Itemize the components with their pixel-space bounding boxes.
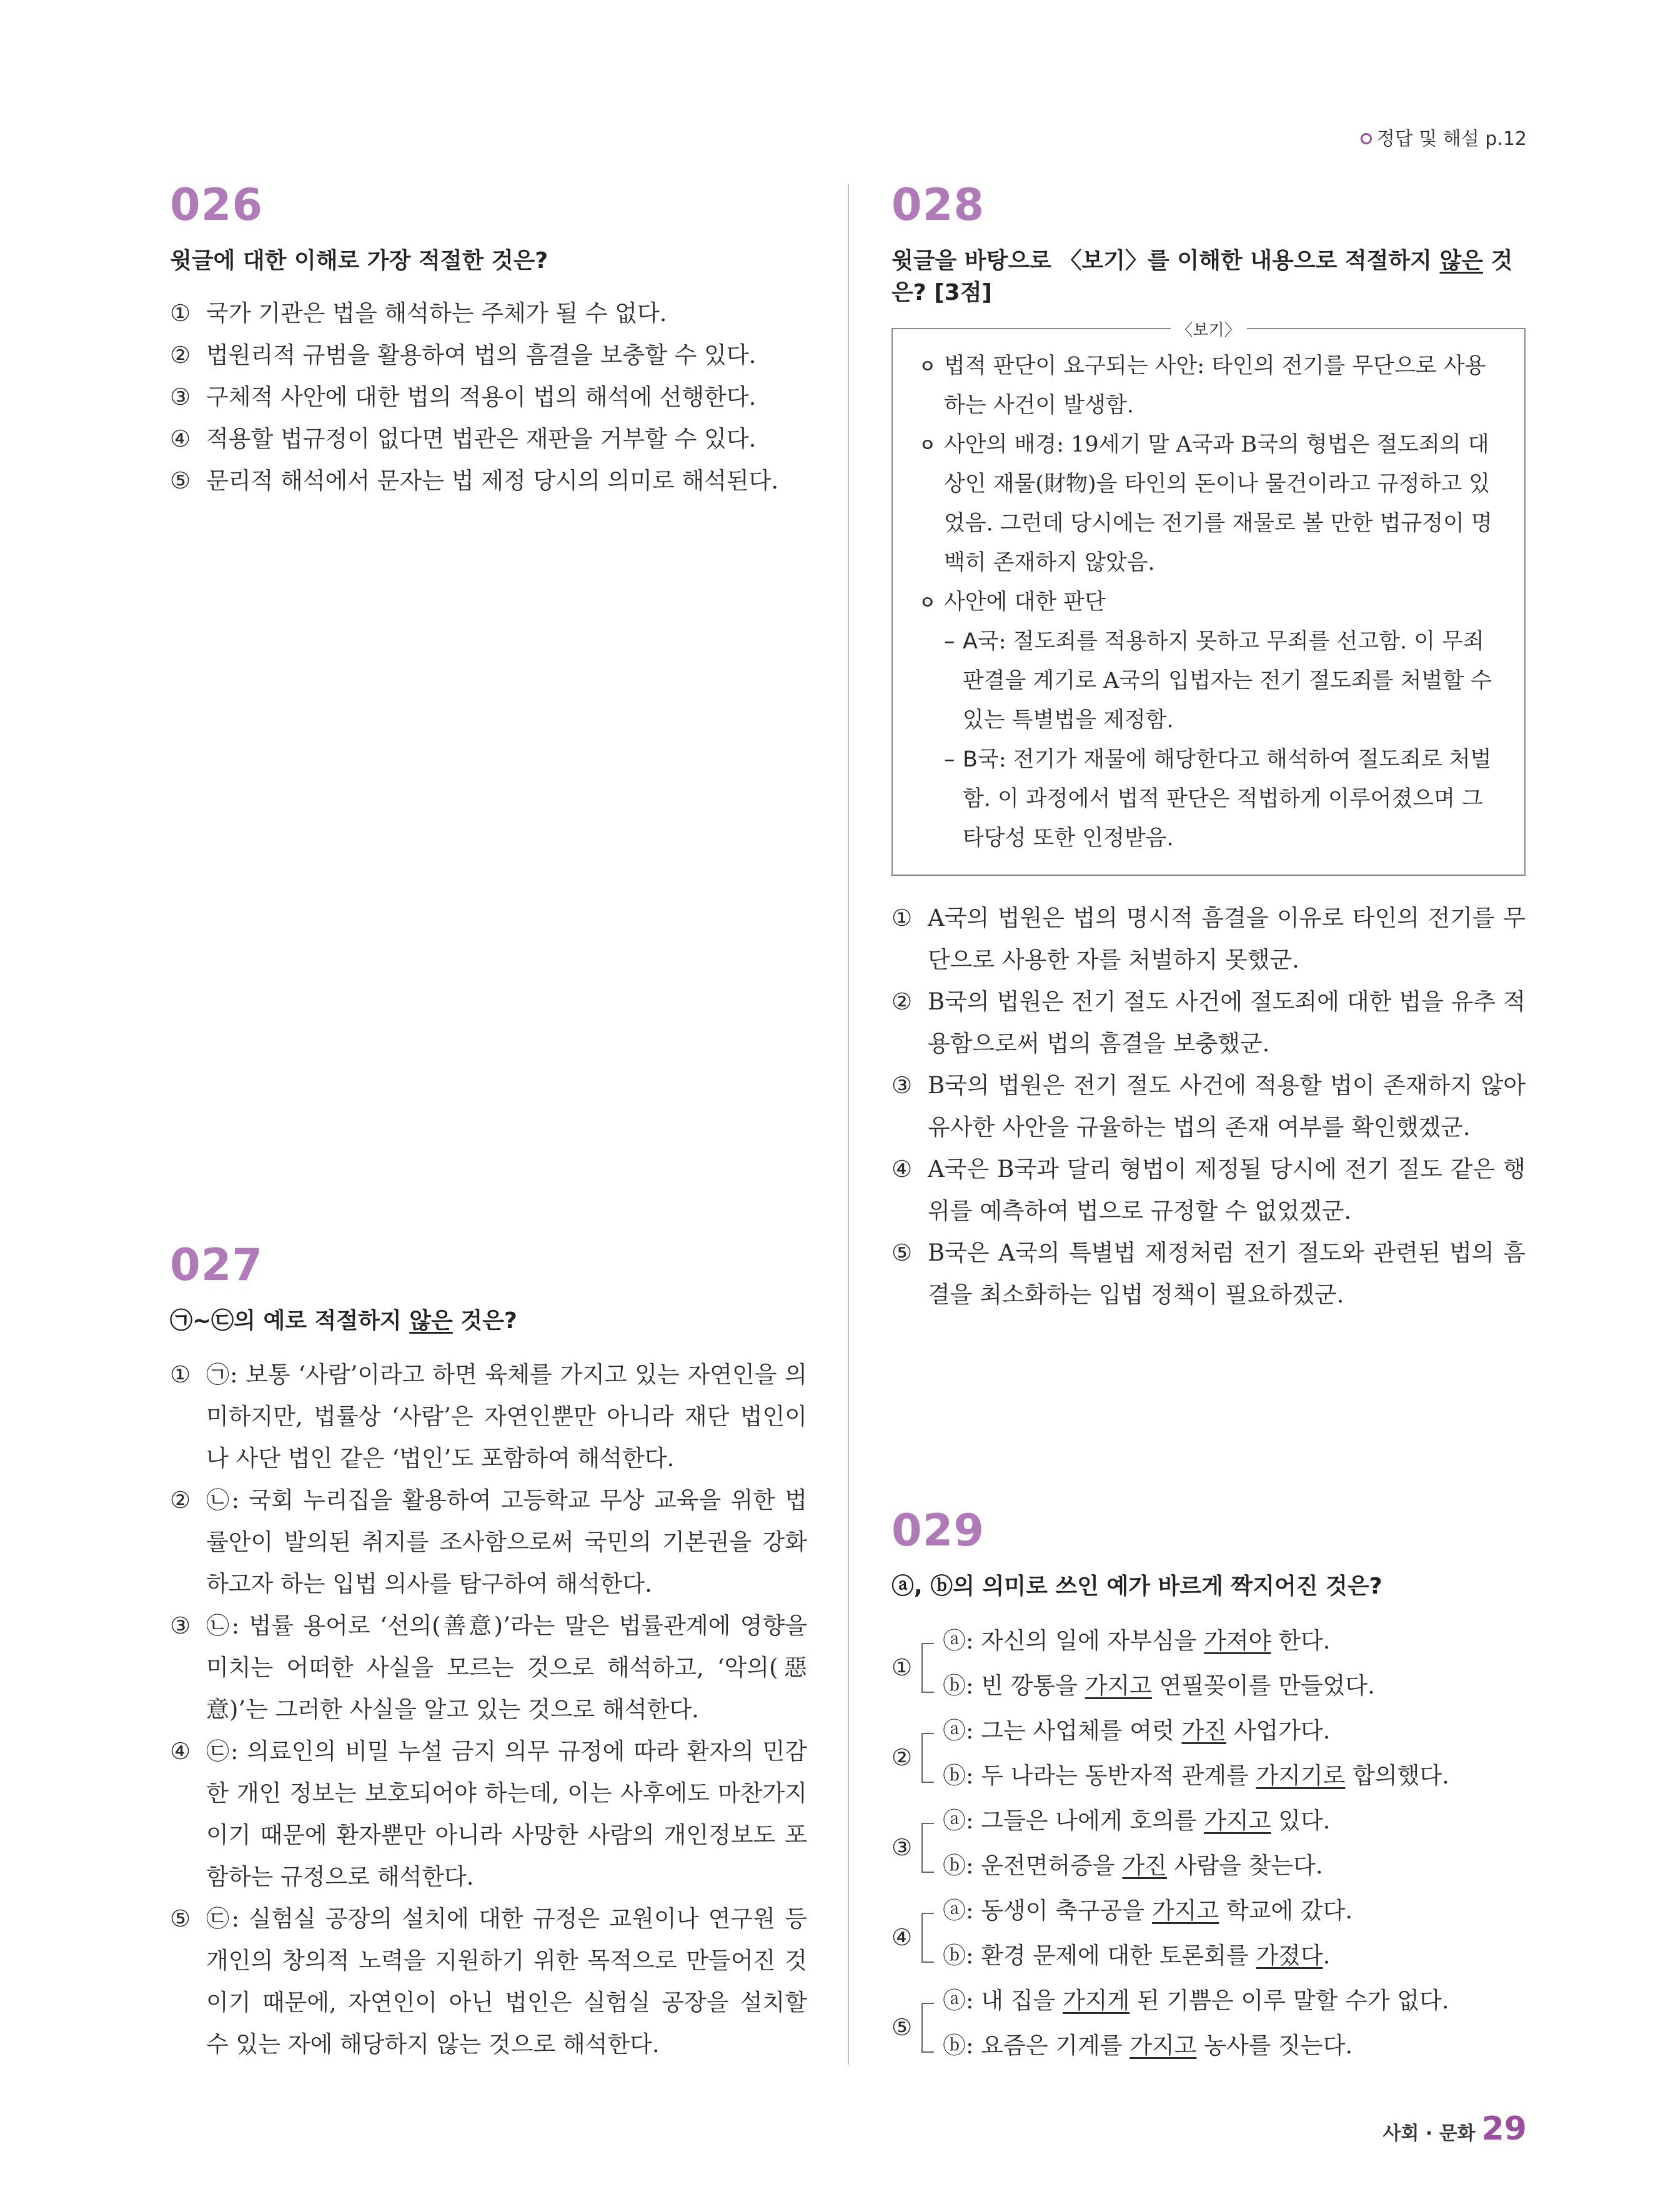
circle-bullet-icon [1361,133,1372,144]
column-divider [848,184,849,2065]
choice-4[interactable]: ④ A국은 B국과 달리 형법이 제정될 당시에 전기 절도 같은 행위를 예측하여 법으로 규정할 수 없었겠군. [891,1156,1526,1224]
bracket [921,1643,934,1693]
question-text: 윗글을 바탕으로 〈보기〉를 이해한 내용으로 적절하지 않은 것은? [3점] [891,248,1513,305]
choice-3[interactable]: ③ ㉡: 법률 용어로 ‘선의(善意)’라는 말은 법률관계에 영향을 미치는 어떠한 사실을 모르는 것으로 해석하고, ‘악의(惡意)’는 그러한 사실을 알고 있는 것으로 해석한다. [170,1612,807,1723]
choice-4[interactable]: ④ ⓐ: 동생이 축구공을 가지고 학교에 갔다. ⓑ: 환경 문제에 대한 토론회를 가졌다. [891,1897,1353,1969]
choice-4[interactable]: ④ ㉢: 의료인의 비밀 누설 금지 의무 규정에 따라 환자의 민감한 개인 정보는 보호되어야 하는데, 이는 사후에도 마찬가지이기 때문에 환자뿐만 아니라 사망한 사람의 개인정보도 포함하는 규정으로 해석한다. [170,1738,807,1890]
bogi-item-judgment: ㅇ 사안에 대한 판단 [919,590,1106,615]
page-footer [1382,2110,1527,2148]
question-text: ⓐ, ⓑ의 의미로 쓰인 예가 바르게 짝지어진 것은? [891,1574,1382,1599]
choice-1[interactable]: ① A국의 법원은 법의 명시적 흠결을 이유로 타인의 전기를 무단으로 사용한 자를 처벌하지 못했군. [891,905,1526,973]
question-number: 026 [170,179,264,231]
choice-2[interactable]: ② 법원리적 규범을 활용하여 법의 흠결을 보충할 수 있다. [170,342,757,369]
choice-1[interactable]: ① ⓐ: 자신의 일에 자부심을 가져야 한다. ⓑ: 빈 깡통을 가지고 연필꽂이를 만들었다. [891,1627,1375,1699]
bogi-box [891,321,1526,876]
choice-list [170,292,807,502]
choice-3[interactable]: ③ 구체적 사안에 대한 법의 적용이 법의 해석에 선행한다. [170,384,757,410]
question-number: 029 [891,1505,985,1556]
answer-reference: 정답 및 해설 p.12 [1361,123,1527,151]
choice-2[interactable]: ② ⓐ: 그는 사업체를 여럿 가진 사업가다. ⓑ: 두 나라는 동반자적 관계를 가지기로 합의했다. [891,1717,1449,1789]
choice-1[interactable]: ① 국가 기관은 법을 해석하는 주체가 될 수 없다. [170,300,667,327]
bogi-title: 〈보기〉 [1170,317,1246,340]
choice-1[interactable]: ① ㉠: 보통 ‘사람’이라고 하면 육체를 가지고 있는 자연인을 의미하지만, 법률상 ‘사람’은 자연인뿐만 아니라 재단 법인이나 사단 법인 같은 ‘법인’도 포함하여 해석한다. [170,1361,807,1472]
choice-5[interactable]: ⑤ B국은 A국의 특별법 제정처럼 전기 절도와 관련된 법의 흠결을 최소화하는 입법 정책이 필요하겠군. [891,1239,1526,1308]
bracket [921,1823,934,1873]
bogi-sub-country-b: – B국: 전기가 재물에 해당한다고 해석하여 절도죄로 처벌함. 이 과정에서 법적 판단은 적법하게 이루어졌으며 그 타당성 또한 인정받음. [944,747,1492,851]
choice-2[interactable]: ② B국의 법원은 전기 절도 사건에 절도죄에 대한 법을 유추 적용함으로써 법의 흠결을 보충했군. [891,988,1526,1057]
choice-3[interactable]: ③ ⓐ: 그들은 나에게 호의를 가지고 있다. ⓑ: 운전면허증을 가진 사람을 찾는다. [891,1807,1331,1879]
choice-list [891,897,1526,1316]
page-number: 29 [1481,2110,1527,2148]
question-029 [891,1505,1526,2071]
question-text: 윗글에 대한 이해로 가장 적절한 것은? [170,248,549,274]
choice-5[interactable]: ⑤ ㉢: 실험실 공장의 설치에 대한 규정은 교원이나 연구원 등 개인의 창의적 노력을 지원하기 위한 목적으로 만들어진 것이기 때문에, 자연인이 아닌 법인은 실험실 공장을 설치할 수 있는 자에 해당하지 않는 것으로 해석한다. [170,1905,807,2058]
bracket [921,1913,934,1963]
subject-label: 사회 · 문화 [1382,2123,1476,2145]
choice-5[interactable]: ⑤ ⓐ: 내 집을 가지게 된 기쁨은 이루 말할 수가 없다. ⓑ: 요즘은 기계를 가지고 농사를 짓는다. [891,1987,1449,2059]
bracket [921,2003,934,2053]
bogi-item-background: ㅇ 사안의 배경: 19세기 말 A국과 B국의 형법은 절도죄의 대상인 재물(財物)을 타인의 돈이나 물건이라고 규정하고 있었음. 그런데 당시에는 전기를 재물로 볼 만한 법규정이 명백히 존재하지 않았음. [919,432,1492,575]
question-027 [170,1239,807,2065]
question-number: 027 [170,1239,264,1291]
question-028 [891,179,1526,1316]
bracket [921,1733,934,1783]
bogi-item-case: ㅇ 법적 판단이 요구되는 사안: 타인의 전기를 무단으로 사용하는 사건이 발생함. [919,354,1486,418]
choice-4[interactable]: ④ 적용할 법규정이 없다면 법관은 재판을 거부할 수 있다. [170,425,757,452]
bogi-sub-country-a: – A국: 절도죄를 적용하지 못하고 무죄를 선고함. 이 무죄 판결을 계기로 A국의 입법자는 전기 절도죄를 처벌할 수 있는 특별법을 제정함. [944,629,1492,733]
choice-3[interactable]: ③ B국의 법원은 전기 절도 사건에 적용할 법이 존재하지 않아 유사한 사안을 규율하는 법의 존재 여부를 확인했겠군. [891,1072,1526,1141]
choice-2[interactable]: ② ㉡: 국회 누리집을 활용하여 고등학교 무상 교육을 위한 법률안이 발의된 취지를 조사함으로써 국민의 기본권을 강화하고자 하는 입법 의사를 탐구하여 해석한다. [170,1487,807,1597]
choice-list [170,1354,807,2065]
question-number: 028 [891,179,985,231]
question-026 [170,179,807,502]
pair-list [891,1622,1526,2071]
choice-5[interactable]: ⑤ 문리적 해석에서 문자는 법 제정 당시의 의미로 해석된다. [170,467,779,494]
question-text: ㉠~㉢의 예로 적절하지 않은 것은? [170,1308,517,1334]
